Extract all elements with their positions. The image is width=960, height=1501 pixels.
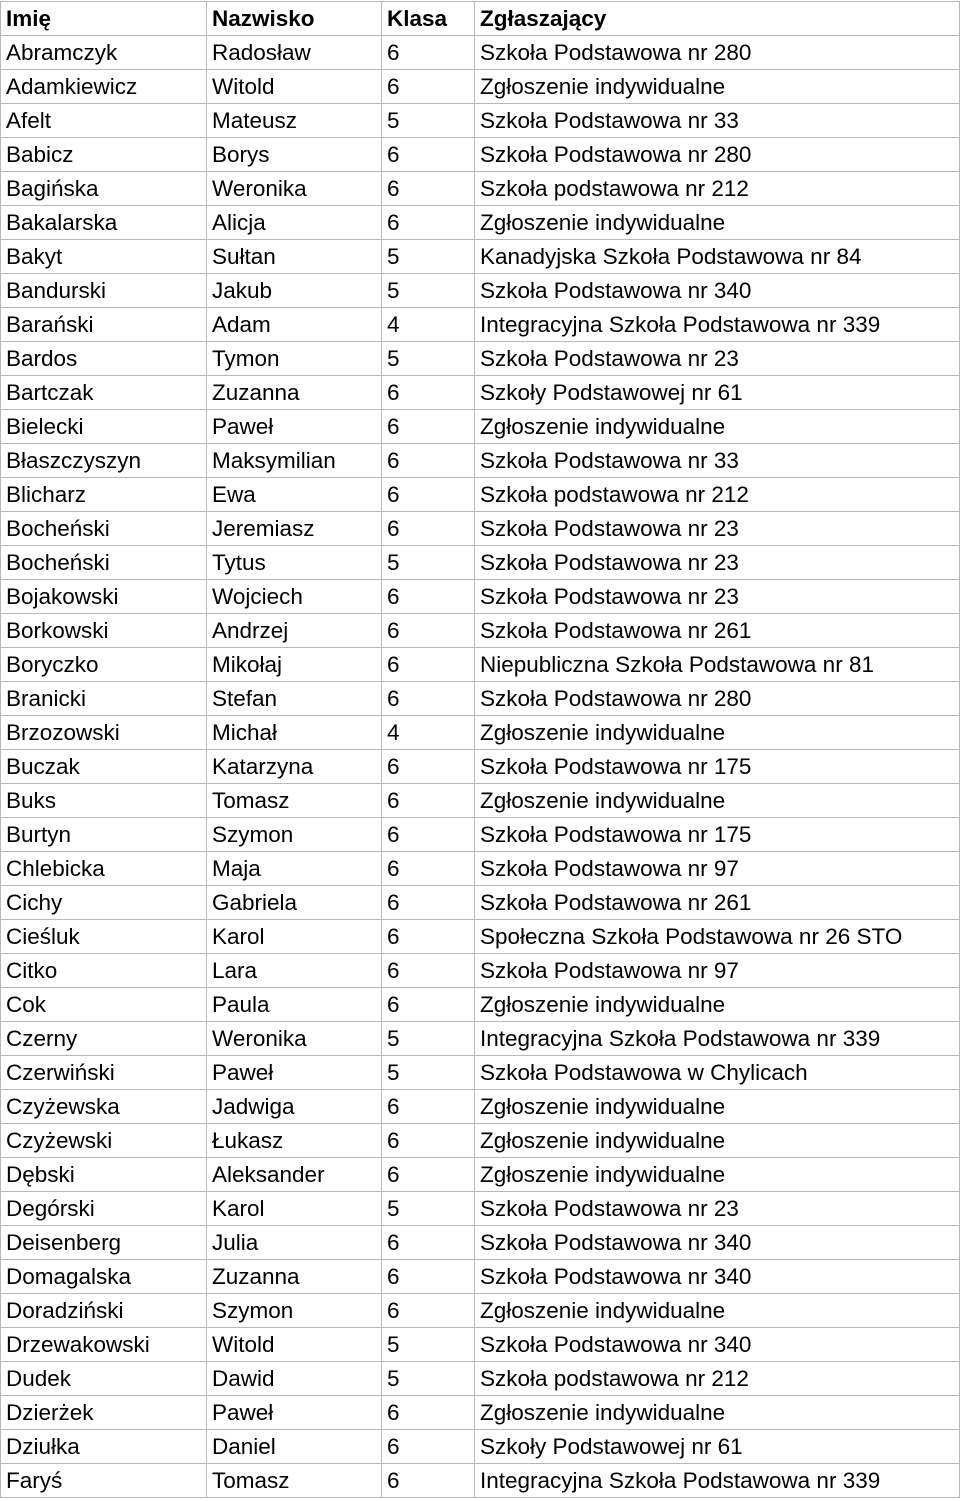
- last-name-cell: Karol: [207, 920, 382, 954]
- table-row: [1, 512, 960, 546]
- first-name-cell: Cichy: [1, 886, 207, 920]
- table-row: [1, 70, 960, 104]
- table-row: [1, 274, 960, 308]
- grade-cell: 6: [382, 1124, 475, 1158]
- first-name-cell: Doradziński: [1, 1294, 207, 1328]
- submitter-cell: Szkoła Podstawowa nr 340: [475, 1328, 960, 1362]
- last-name-cell: Szymon: [207, 1294, 382, 1328]
- table-row: [1, 1362, 960, 1396]
- first-name-cell: Drzewakowski: [1, 1328, 207, 1362]
- last-name-cell: Katarzyna: [207, 750, 382, 784]
- table-row: [1, 138, 960, 172]
- first-name-cell: Czyżewski: [1, 1124, 207, 1158]
- submitter-cell: Szkoła Podstawowa nr 175: [475, 750, 960, 784]
- submitter-cell: Zgłoszenie indywidualne: [475, 784, 960, 818]
- first-name-cell: Bandurski: [1, 274, 207, 308]
- first-name-cell: Abramczyk: [1, 36, 207, 70]
- submitter-cell: Zgłoszenie indywidualne: [475, 410, 960, 444]
- table-row: [1, 104, 960, 138]
- table-row: [1, 750, 960, 784]
- last-name-cell: Julia: [207, 1226, 382, 1260]
- last-name-cell: Stefan: [207, 682, 382, 716]
- first-name-cell: Bocheński: [1, 512, 207, 546]
- last-name-cell: Andrzej: [207, 614, 382, 648]
- submitter-cell: Niepubliczna Szkoła Podstawowa nr 81: [475, 648, 960, 682]
- last-name-cell: Borys: [207, 138, 382, 172]
- table-row: [1, 410, 960, 444]
- submitter-cell: Integracyjna Szkoła Podstawowa nr 339: [475, 1464, 960, 1498]
- first-name-cell: Babicz: [1, 138, 207, 172]
- table-row: [1, 1022, 960, 1056]
- last-name-cell: Sułtan: [207, 240, 382, 274]
- table-header: [1, 2, 960, 36]
- last-name-cell: Maja: [207, 852, 382, 886]
- last-name-cell: Wojciech: [207, 580, 382, 614]
- table-row: [1, 1328, 960, 1362]
- grade-cell: 4: [382, 308, 475, 342]
- table-row: [1, 920, 960, 954]
- first-name-cell: Bielecki: [1, 410, 207, 444]
- table-row: [1, 988, 960, 1022]
- table-row: [1, 1430, 960, 1464]
- grade-cell: 6: [382, 478, 475, 512]
- last-name-cell: Tymon: [207, 342, 382, 376]
- first-name-cell: Bocheński: [1, 546, 207, 580]
- submitter-cell: Szkoła Podstawowa nr 33: [475, 104, 960, 138]
- last-name-cell: Adam: [207, 308, 382, 342]
- submitter-cell: Szkoła Podstawowa nr 23: [475, 1192, 960, 1226]
- last-name-cell: Michał: [207, 716, 382, 750]
- table-row: [1, 580, 960, 614]
- submitter-cell: Zgłoszenie indywidualne: [475, 1124, 960, 1158]
- table-row: [1, 1090, 960, 1124]
- last-name-cell: Aleksander: [207, 1158, 382, 1192]
- last-name-cell: Zuzanna: [207, 1260, 382, 1294]
- table-row: [1, 648, 960, 682]
- first-name-cell: Degórski: [1, 1192, 207, 1226]
- submitter-cell: Szkoła Podstawowa nr 280: [475, 682, 960, 716]
- submitter-cell: Zgłoszenie indywidualne: [475, 988, 960, 1022]
- last-name-cell: Karol: [207, 1192, 382, 1226]
- submitter-cell: Szkoła Podstawowa nr 175: [475, 818, 960, 852]
- submitter-cell: Szkoła Podstawowa nr 33: [475, 444, 960, 478]
- last-name-cell: Paweł: [207, 410, 382, 444]
- submitter-cell: Zgłoszenie indywidualne: [475, 1090, 960, 1124]
- first-name-cell: Czerny: [1, 1022, 207, 1056]
- last-name-cell: Lara: [207, 954, 382, 988]
- last-name-cell: Gabriela: [207, 886, 382, 920]
- first-name-cell: Czerwiński: [1, 1056, 207, 1090]
- grade-cell: 6: [382, 444, 475, 478]
- table-row: [1, 1396, 960, 1430]
- submitter-cell: Szkoła Podstawowa nr 97: [475, 954, 960, 988]
- table-row: [1, 1192, 960, 1226]
- submitter-cell: Szkoła Podstawowa nr 261: [475, 886, 960, 920]
- grade-cell: 6: [382, 614, 475, 648]
- first-name-cell: Bagińska: [1, 172, 207, 206]
- last-name-cell: Tytus: [207, 546, 382, 580]
- first-name-cell: Burtyn: [1, 818, 207, 852]
- submitter-cell: Zgłoszenie indywidualne: [475, 716, 960, 750]
- table-row: [1, 206, 960, 240]
- grade-cell: 6: [382, 818, 475, 852]
- first-name-cell: Afelt: [1, 104, 207, 138]
- submitter-cell: Zgłoszenie indywidualne: [475, 1294, 960, 1328]
- grade-cell: 5: [382, 240, 475, 274]
- last-name-cell: Witold: [207, 70, 382, 104]
- first-name-cell: Faryś: [1, 1464, 207, 1498]
- submitter-cell: Szkoła Podstawowa nr 340: [475, 1226, 960, 1260]
- submitter-cell: Szkoła Podstawowa nr 23: [475, 546, 960, 580]
- grade-cell: 6: [382, 784, 475, 818]
- submitter-cell: Szkoły Podstawowej nr 61: [475, 376, 960, 410]
- table-row: [1, 308, 960, 342]
- submitter-cell: Szkoła podstawowa nr 212: [475, 1362, 960, 1396]
- header-row: [1, 2, 960, 36]
- table-row: [1, 886, 960, 920]
- last-name-cell: Tomasz: [207, 1464, 382, 1498]
- grade-cell: 5: [382, 546, 475, 580]
- first-name-cell: Boryczko: [1, 648, 207, 682]
- first-name-cell: Dzierżek: [1, 1396, 207, 1430]
- first-name-cell: Bakalarska: [1, 206, 207, 240]
- first-name-cell: Buczak: [1, 750, 207, 784]
- last-name-cell: Zuzanna: [207, 376, 382, 410]
- grade-cell: 6: [382, 376, 475, 410]
- grade-cell: 5: [382, 1022, 475, 1056]
- grade-cell: 5: [382, 104, 475, 138]
- last-name-cell: Ewa: [207, 478, 382, 512]
- submitter-cell: Zgłoszenie indywidualne: [475, 70, 960, 104]
- table-row: [1, 1226, 960, 1260]
- submitter-cell: Szkoła Podstawowa nr 340: [475, 274, 960, 308]
- table-row: [1, 682, 960, 716]
- table-row: [1, 852, 960, 886]
- first-name-cell: Domagalska: [1, 1260, 207, 1294]
- grade-cell: 6: [382, 410, 475, 444]
- grade-cell: 6: [382, 512, 475, 546]
- first-name-cell: Branicki: [1, 682, 207, 716]
- table-row: [1, 342, 960, 376]
- table-row: [1, 1158, 960, 1192]
- grade-cell: 5: [382, 274, 475, 308]
- last-name-cell: Maksymilian: [207, 444, 382, 478]
- first-name-cell: Dębski: [1, 1158, 207, 1192]
- grade-cell: 6: [382, 36, 475, 70]
- table-row: [1, 954, 960, 988]
- submitter-cell: Szkoła Podstawowa nr 261: [475, 614, 960, 648]
- table-row: [1, 546, 960, 580]
- grade-cell: 6: [382, 580, 475, 614]
- table-row: [1, 1464, 960, 1498]
- table-body: [1, 36, 960, 1498]
- table-row: [1, 614, 960, 648]
- grade-cell: 5: [382, 1328, 475, 1362]
- last-name-cell: Mikołaj: [207, 648, 382, 682]
- last-name-cell: Tomasz: [207, 784, 382, 818]
- table-row: [1, 478, 960, 512]
- grade-cell: 6: [382, 886, 475, 920]
- first-name-cell: Cok: [1, 988, 207, 1022]
- first-name-cell: Citko: [1, 954, 207, 988]
- grade-cell: 6: [382, 138, 475, 172]
- submitter-cell: Szkoła Podstawowa nr 97: [475, 852, 960, 886]
- submitter-cell: Szkoła Podstawowa w Chylicach: [475, 1056, 960, 1090]
- last-name-cell: Szymon: [207, 818, 382, 852]
- submitter-cell: Zgłoszenie indywidualne: [475, 206, 960, 240]
- table-row: [1, 1124, 960, 1158]
- table-row: [1, 240, 960, 274]
- submitter-cell: Szkoła podstawowa nr 212: [475, 172, 960, 206]
- table-row: [1, 172, 960, 206]
- grade-cell: 6: [382, 920, 475, 954]
- first-name-cell: Bartczak: [1, 376, 207, 410]
- table-row: [1, 36, 960, 70]
- submitter-cell: Szkoła Podstawowa nr 23: [475, 342, 960, 376]
- submitter-cell: Integracyjna Szkoła Podstawowa nr 339: [475, 308, 960, 342]
- first-name-cell: Cieśluk: [1, 920, 207, 954]
- last-name-cell: Paweł: [207, 1056, 382, 1090]
- first-name-cell: Bojakowski: [1, 580, 207, 614]
- table-row: [1, 716, 960, 750]
- table-row: [1, 1260, 960, 1294]
- grade-cell: 5: [382, 342, 475, 376]
- table-row: [1, 784, 960, 818]
- first-name-cell: Buks: [1, 784, 207, 818]
- first-name-cell: Czyżewska: [1, 1090, 207, 1124]
- first-name-cell: Brzozowski: [1, 716, 207, 750]
- grade-cell: 5: [382, 1362, 475, 1396]
- first-name-cell: Blicharz: [1, 478, 207, 512]
- last-name-cell: Alicja: [207, 206, 382, 240]
- column-header-first-name: Imię: [1, 2, 207, 36]
- table-row: [1, 1056, 960, 1090]
- column-header-grade: Klasa: [382, 2, 475, 36]
- table-row: [1, 1294, 960, 1328]
- grade-cell: 4: [382, 716, 475, 750]
- submitter-cell: Szkoły Podstawowej nr 61: [475, 1430, 960, 1464]
- submitter-cell: Zgłoszenie indywidualne: [475, 1396, 960, 1430]
- submitter-cell: Szkoła Podstawowa nr 280: [475, 138, 960, 172]
- last-name-cell: Jakub: [207, 274, 382, 308]
- grade-cell: 6: [382, 852, 475, 886]
- first-name-cell: Błaszczyszyn: [1, 444, 207, 478]
- grade-cell: 6: [382, 1158, 475, 1192]
- grade-cell: 6: [382, 750, 475, 784]
- grade-cell: 6: [382, 70, 475, 104]
- last-name-cell: Radosław: [207, 36, 382, 70]
- submitter-cell: Integracyjna Szkoła Podstawowa nr 339: [475, 1022, 960, 1056]
- grade-cell: 6: [382, 1294, 475, 1328]
- table-row: [1, 818, 960, 852]
- grade-cell: 5: [382, 1192, 475, 1226]
- grade-cell: 6: [382, 1260, 475, 1294]
- column-header-last-name: Nazwisko: [207, 2, 382, 36]
- submitter-cell: Zgłoszenie indywidualne: [475, 1158, 960, 1192]
- grade-cell: 6: [382, 648, 475, 682]
- last-name-cell: Łukasz: [207, 1124, 382, 1158]
- submitter-cell: Szkoła Podstawowa nr 23: [475, 580, 960, 614]
- submitter-cell: Szkoła Podstawowa nr 23: [475, 512, 960, 546]
- grade-cell: 6: [382, 1090, 475, 1124]
- grade-cell: 6: [382, 1430, 475, 1464]
- grade-cell: 6: [382, 206, 475, 240]
- last-name-cell: Witold: [207, 1328, 382, 1362]
- last-name-cell: Paula: [207, 988, 382, 1022]
- first-name-cell: Adamkiewicz: [1, 70, 207, 104]
- grade-cell: 6: [382, 1396, 475, 1430]
- first-name-cell: Bakyt: [1, 240, 207, 274]
- grade-cell: 6: [382, 988, 475, 1022]
- first-name-cell: Dziułka: [1, 1430, 207, 1464]
- first-name-cell: Borkowski: [1, 614, 207, 648]
- submitter-cell: Kanadyjska Szkoła Podstawowa nr 84: [475, 240, 960, 274]
- last-name-cell: Mateusz: [207, 104, 382, 138]
- submitter-cell: Szkoła podstawowa nr 212: [475, 478, 960, 512]
- submitter-cell: Szkoła Podstawowa nr 340: [475, 1260, 960, 1294]
- table-row: [1, 376, 960, 410]
- last-name-cell: Jadwiga: [207, 1090, 382, 1124]
- column-header-submitter: Zgłaszający: [475, 2, 960, 36]
- first-name-cell: Chlebicka: [1, 852, 207, 886]
- table-row: [1, 444, 960, 478]
- grade-cell: 5: [382, 1056, 475, 1090]
- grade-cell: 6: [382, 1226, 475, 1260]
- grade-cell: 6: [382, 1464, 475, 1498]
- first-name-cell: Deisenberg: [1, 1226, 207, 1260]
- first-name-cell: Barański: [1, 308, 207, 342]
- participants-table: [0, 1, 960, 1498]
- grade-cell: 6: [382, 682, 475, 716]
- first-name-cell: Dudek: [1, 1362, 207, 1396]
- submitter-cell: Szkoła Podstawowa nr 280: [475, 36, 960, 70]
- grade-cell: 6: [382, 954, 475, 988]
- first-name-cell: Bardos: [1, 342, 207, 376]
- submitter-cell: Społeczna Szkoła Podstawowa nr 26 STO: [475, 920, 960, 954]
- last-name-cell: Paweł: [207, 1396, 382, 1430]
- grade-cell: 6: [382, 172, 475, 206]
- last-name-cell: Weronika: [207, 1022, 382, 1056]
- last-name-cell: Weronika: [207, 172, 382, 206]
- last-name-cell: Jeremiasz: [207, 512, 382, 546]
- last-name-cell: Dawid: [207, 1362, 382, 1396]
- last-name-cell: Daniel: [207, 1430, 382, 1464]
